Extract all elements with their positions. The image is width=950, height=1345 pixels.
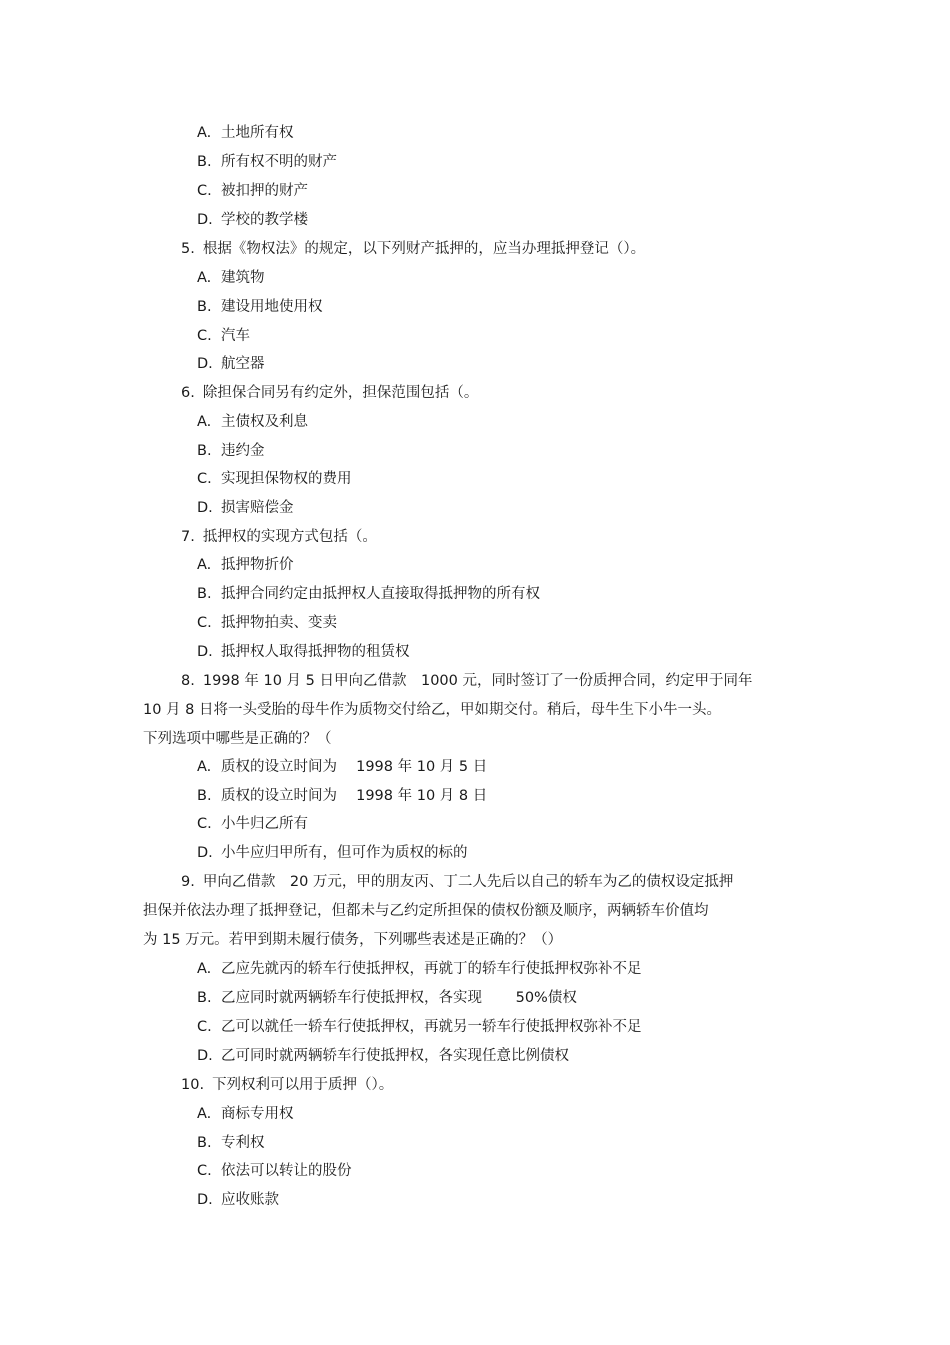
q8-stem-line2: 10 月 8 日将一头受胎的母牛作为质物交付给乙，甲如期交付。稍后，母牛生下小牛一头。 <box>143 702 721 718</box>
option-text: 建设用地使用权 <box>221 299 323 315</box>
option-text: 乙可以就任一轿车行使抵押权，再就另一轿车行使抵押权弥补不足 <box>221 1019 642 1035</box>
q7-option-b <box>197 584 540 604</box>
option-text: 质权的设立时间为 1998 年 10 月 5 日 <box>221 759 488 775</box>
q9-stem-line1 <box>181 872 733 892</box>
option-text: 建筑物 <box>221 270 265 286</box>
option-text: 实现担保物权的费用 <box>221 471 352 487</box>
option-label: B. <box>197 154 212 170</box>
question-number: 7. <box>181 529 195 545</box>
option-text: 损害赔偿金 <box>221 500 294 516</box>
q9-stem-line2: 担保并依法办理了抵押登记，但都未与乙约定所担保的债权份额及顺序，两辆轿车价值均 <box>143 903 709 919</box>
q4-option-b <box>197 152 337 172</box>
q4-option-a <box>197 123 294 143</box>
q5-stem <box>181 239 645 259</box>
q10-stem <box>181 1075 393 1095</box>
option-label: D. <box>197 356 213 372</box>
q10-option-a <box>197 1104 294 1124</box>
q8-option-c <box>197 814 308 834</box>
option-text: 航空器 <box>221 356 265 372</box>
q6-option-a <box>197 412 308 432</box>
option-label: C. <box>197 1163 212 1179</box>
option-label: A. <box>197 961 212 977</box>
q6-option-d <box>197 498 294 518</box>
question-number: 5. <box>181 241 195 257</box>
option-text: 主债权及利息 <box>221 414 308 430</box>
q5-option-c <box>197 326 250 346</box>
option-text: 抵押物拍卖、变卖 <box>221 615 337 631</box>
option-label: A. <box>197 125 212 141</box>
question-number: 9. <box>181 874 195 890</box>
option-text: 抵押合同约定由抵押权人直接取得抵押物的所有权 <box>221 586 540 602</box>
question-text: 抵押权的实现方式包括（。 <box>202 529 377 545</box>
q8-stem-line1 <box>181 671 752 691</box>
q6-option-b <box>197 441 265 461</box>
question-text: 根据《物权法》的规定，以下列财产抵押的，应当办理抵押登记（）。 <box>202 241 646 257</box>
option-label: C. <box>197 1019 212 1035</box>
option-text: 学校的教学楼 <box>221 212 308 228</box>
option-text: 小牛归乙所有 <box>221 816 308 832</box>
q10-option-d <box>197 1190 279 1210</box>
option-text: 应收账款 <box>221 1192 279 1208</box>
q7-option-d <box>197 642 410 662</box>
option-label: B. <box>197 990 212 1006</box>
q10-option-b <box>197 1133 265 1153</box>
option-label: A. <box>197 557 212 573</box>
option-text: 乙可同时就两辆轿车行使抵押权，各实现任意比例债权 <box>221 1048 569 1064</box>
option-text: 乙应先就丙的轿车行使抵押权，再就丁的轿车行使抵押权弥补不足 <box>221 961 642 977</box>
option-label: B. <box>197 586 212 602</box>
q4-option-d <box>197 210 308 230</box>
q9-option-a <box>197 959 642 979</box>
option-label: D. <box>197 212 213 228</box>
option-text: 抵押权人取得抵押物的租赁权 <box>221 644 410 660</box>
q9-option-c <box>197 1017 642 1037</box>
option-label: C. <box>197 183 212 199</box>
q8-option-a <box>197 757 487 777</box>
option-label: A. <box>197 270 212 286</box>
q10-option-c <box>197 1161 352 1181</box>
q8-stem-line3: 下列选项中哪些是正确的？（ <box>143 731 332 747</box>
option-label: D. <box>197 845 213 861</box>
q8-option-b <box>197 786 487 806</box>
option-label: B. <box>197 788 212 804</box>
question-number: 8. <box>181 673 195 689</box>
q9-option-d <box>197 1046 569 1066</box>
option-label: D. <box>197 1192 213 1208</box>
option-text: 被扣押的财产 <box>221 183 308 199</box>
question-text: 甲向乙借款 20 万元，甲的朋友丙、丁二人先后以自己的轿车为乙的债权设定抵押 <box>202 874 734 890</box>
option-text: 商标专用权 <box>221 1106 294 1122</box>
option-label: D. <box>197 1048 213 1064</box>
option-label: A. <box>197 759 212 775</box>
q9-option-b <box>197 988 577 1008</box>
question-number: 10. <box>181 1077 205 1093</box>
q5-option-b <box>197 297 323 317</box>
q7-option-c <box>197 613 337 633</box>
option-text: 汽车 <box>221 328 250 344</box>
question-text: 下列权利可以用于质押（）。 <box>212 1077 394 1093</box>
option-label: C. <box>197 816 212 832</box>
option-label: A. <box>197 1106 212 1122</box>
q4-option-c <box>197 181 308 201</box>
q8-option-d <box>197 843 468 863</box>
option-label: B. <box>197 1135 212 1151</box>
option-label: B. <box>197 443 212 459</box>
option-text: 违约金 <box>221 443 265 459</box>
q7-stem <box>181 527 377 547</box>
q6-option-c <box>197 469 352 489</box>
q5-option-a <box>197 268 265 288</box>
option-text: 专利权 <box>221 1135 265 1151</box>
question-text: 除担保合同另有约定外，担保范围包括（。 <box>202 385 479 401</box>
question-number: 6. <box>181 385 195 401</box>
option-label: D. <box>197 500 213 516</box>
option-text: 乙应同时就两辆轿车行使抵押权，各实现 50%债权 <box>221 990 577 1006</box>
q6-stem <box>181 383 478 403</box>
option-text: 土地所有权 <box>221 125 294 141</box>
option-text: 质权的设立时间为 1998 年 10 月 8 日 <box>221 788 488 804</box>
question-text: 1998 年 10 月 5 日甲向乙借款 1000 元，同时签订了一份质押合同，约定甲于同年 <box>202 673 753 689</box>
option-label: C. <box>197 471 212 487</box>
q5-option-d <box>197 354 265 374</box>
option-text: 依法可以转让的股份 <box>221 1163 352 1179</box>
option-label: B. <box>197 299 212 315</box>
option-label: C. <box>197 615 212 631</box>
q7-option-a <box>197 555 294 575</box>
option-text: 抵押物折价 <box>221 557 294 573</box>
option-label: C. <box>197 328 212 344</box>
option-label: A. <box>197 414 212 430</box>
option-text: 所有权不明的财产 <box>221 154 337 170</box>
q9-stem-line3: 为 15 万元。若甲到期未履行债务，下列哪些表述是正确的？（） <box>143 932 563 948</box>
option-text: 小牛应归甲所有，但可作为质权的标的 <box>221 845 468 861</box>
option-label: D. <box>197 644 213 660</box>
